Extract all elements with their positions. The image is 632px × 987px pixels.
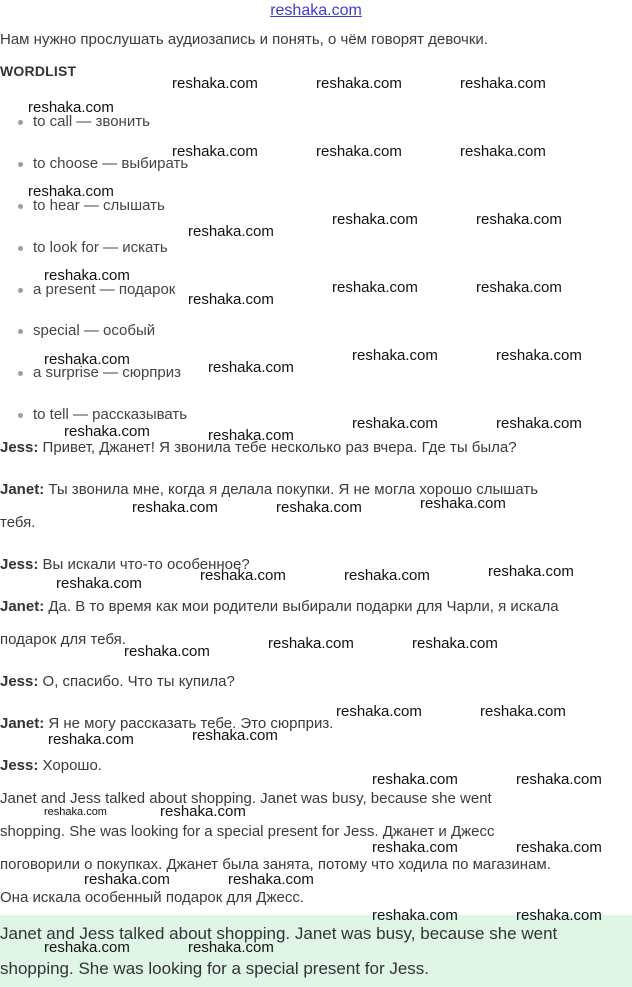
watermark: reshaka.com <box>188 223 274 240</box>
dialog-line: Jess: Привет, Джанет! Я звонила тебе несколько раз вчера. Где ты была? <box>0 439 517 456</box>
watermark: reshaka.com <box>268 635 354 652</box>
watermark: reshaka.com <box>48 731 134 748</box>
watermark: reshaka.com <box>44 267 130 284</box>
watermark: reshaka.com <box>488 563 574 580</box>
summary-line: Она искала особенный подарок для Джесс. <box>0 889 304 906</box>
watermark: reshaka.com <box>160 803 246 820</box>
watermark: reshaka.com <box>412 635 498 652</box>
speaker-name: Janet <box>0 481 40 498</box>
watermark: reshaka.com <box>200 567 286 584</box>
watermark: reshaka.com <box>208 359 294 376</box>
bullet-icon <box>18 120 23 125</box>
bullet-icon <box>18 329 23 334</box>
wordlist-item: special — особый <box>18 321 155 341</box>
watermark: reshaka.com <box>28 183 114 200</box>
watermark: reshaka.com <box>420 495 506 512</box>
wordlist-item: to hear — слышать <box>18 196 165 216</box>
watermark: reshaka.com <box>188 291 274 308</box>
speaker-name: Jess <box>0 673 34 690</box>
watermark: reshaka.com <box>188 939 274 956</box>
watermark: reshaka.com <box>132 499 218 516</box>
dialog-line: Janet: Ты звонила мне, когда я делала покупки. Я не могла хорошо слышать <box>0 481 539 498</box>
wordlist-item: to look for — искать <box>18 238 168 258</box>
watermark: reshaka.com <box>172 143 258 160</box>
dialog-line: Janet: Я не могу рассказать тебе. Это сюрприз. <box>0 715 334 732</box>
watermark: reshaka.com <box>28 99 114 116</box>
wordlist-heading: WORDLIST <box>0 63 77 79</box>
dialog-line-continued: подарок для тебя. <box>0 631 126 648</box>
watermark: reshaka.com <box>480 703 566 720</box>
answer-line: shopping. She was looking for a special present for Jess. <box>0 959 430 978</box>
watermark: reshaka.com <box>84 871 170 888</box>
watermark: reshaka.com <box>460 75 546 92</box>
bullet-icon <box>18 288 23 293</box>
wordlist-item: a present — подарок <box>18 280 175 300</box>
watermark: reshaka.com <box>316 75 402 92</box>
dialog-line: Janet: Да. В то время как мои родители выбирали подарки для Чарли, я искала <box>0 598 559 615</box>
watermark: reshaka.com <box>332 279 418 296</box>
watermark: reshaka.com <box>208 427 294 444</box>
intro-text: Нам нужно прослушать аудиозапись и понять, о чём говорят девочки. <box>0 31 488 48</box>
watermark: reshaka.com <box>64 423 150 440</box>
watermark: reshaka.com <box>192 727 278 744</box>
dialog-line: Jess: О, спасибо. Что ты купила? <box>0 673 235 690</box>
speaker-name: Jess <box>0 757 34 774</box>
dialog-line-continued: тебя. <box>0 514 36 531</box>
speaker-name: Janet <box>0 598 40 615</box>
summary-line: поговорили о покупках. Джанет была занята, потому что ходила по магазинам. <box>0 856 551 873</box>
watermark: reshaka.com <box>344 567 430 584</box>
watermark: reshaka.com <box>516 839 602 856</box>
watermark: reshaka.com <box>516 771 602 788</box>
watermark: reshaka.com <box>44 351 130 368</box>
watermark: reshaka.com <box>460 143 546 160</box>
watermark: reshaka.com <box>372 907 458 924</box>
summary-line: Janet and Jess talked about shopping. Janet was busy, because she went <box>0 790 492 807</box>
watermark: reshaka.com <box>352 347 438 364</box>
watermark: reshaka.com <box>332 211 418 228</box>
wordlist-item: to tell — рассказывать <box>18 405 187 425</box>
watermark: reshaka.com <box>276 499 362 516</box>
watermark: reshaka.com <box>316 143 402 160</box>
watermark: reshaka.com <box>516 907 602 924</box>
watermark: reshaka.com <box>44 806 107 818</box>
watermark: reshaka.com <box>228 871 314 888</box>
watermark: reshaka.com <box>44 939 130 956</box>
watermark: reshaka.com <box>476 211 562 228</box>
speaker-name: Jess <box>0 556 34 573</box>
watermark: reshaka.com <box>476 279 562 296</box>
bullet-icon <box>18 371 23 376</box>
dialog-line: Jess: Хорошо. <box>0 757 102 774</box>
watermark: reshaka.com <box>496 415 582 432</box>
watermark: reshaka.com <box>352 415 438 432</box>
watermark: reshaka.com <box>56 575 142 592</box>
speaker-name: Janet <box>0 715 40 732</box>
summary-line: shopping. She was looking for a special present for Jess. Джанет и Джесс <box>0 823 495 840</box>
watermark: reshaka.com <box>172 75 258 92</box>
bullet-icon <box>18 204 23 209</box>
watermark: reshaka.com <box>336 703 422 720</box>
watermark: reshaka.com <box>496 347 582 364</box>
watermark: reshaka.com <box>372 839 458 856</box>
watermark: reshaka.com <box>372 771 458 788</box>
dialog-line: Jess: Вы искали что-то особенное? <box>0 556 250 573</box>
wordlist-item: to choose — выбирать <box>18 154 188 174</box>
bullet-icon <box>18 162 23 167</box>
bullet-icon <box>18 246 23 251</box>
watermark: reshaka.com <box>124 643 210 660</box>
site-link[interactable]: reshaka.com <box>270 2 362 19</box>
wordlist-item: to call — звонить <box>18 112 150 132</box>
answer-line: Janet and Jess talked about shopping. Janet was busy, because she went <box>0 924 558 943</box>
wordlist-item: a surprise — сюрприз <box>18 363 181 383</box>
bullet-icon <box>18 413 23 418</box>
speaker-name: Jess <box>0 439 34 456</box>
